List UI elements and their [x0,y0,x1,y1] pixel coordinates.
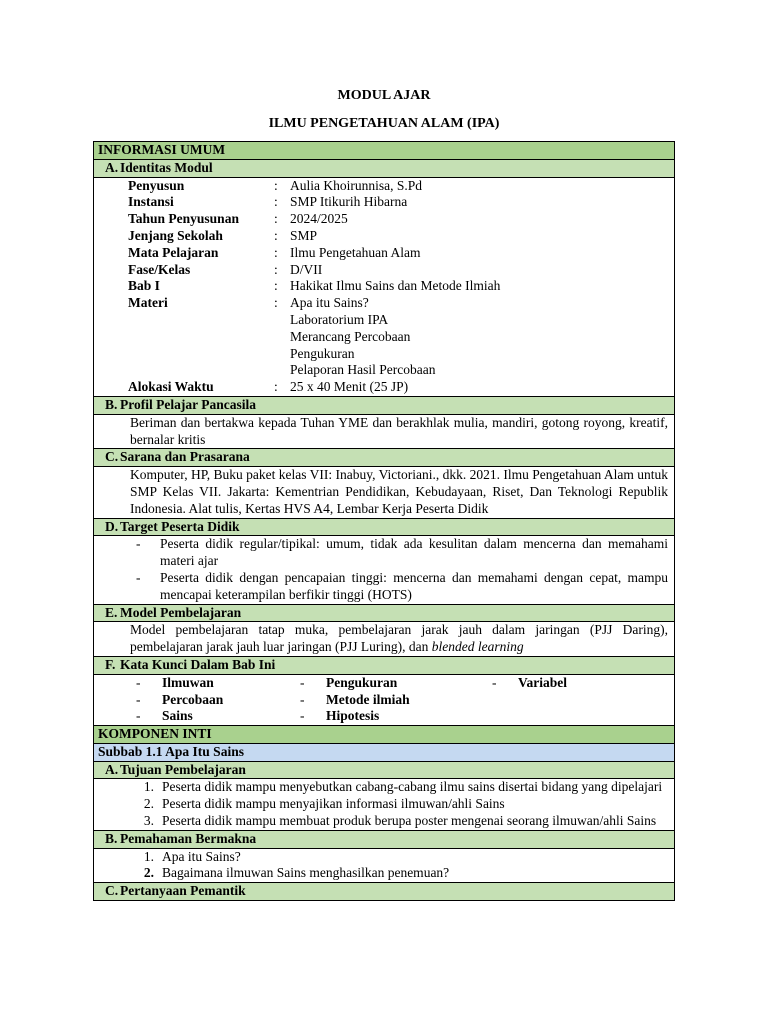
list-item-text: Peserta didik mampu membuat produk berupa poster mengenai seorang ilmuwan/ahli Sains [162,813,657,829]
list-item-text: Peserta didik mampu menyajikan informasi ilmuwan/ahli Sains [162,796,505,812]
profil-body [94,414,675,449]
list-number: 2. [143,796,154,812]
identity-field-label: Tahun Penyusunan [128,211,239,227]
tujuan-list [98,779,670,829]
section-heading: Sarana dan Prasarana [120,449,250,465]
identity-field-label: Penyusun [128,177,185,193]
keyword-text: Sains [162,708,193,724]
identity-field-separator: : [274,227,278,243]
identity-value-line: SMP Itikurih Hibarna [290,194,408,210]
keyword-item [300,675,492,692]
section-tujuan-pembelajaran [94,761,675,779]
section-heading: Profil Pelajar Pancasila [120,396,256,412]
list-number: 2. [143,865,154,881]
identity-field-separator: : [274,261,278,277]
keyword-text: Hipotesis [326,708,380,724]
identity-field-label: Bab I [128,278,160,294]
section-pertanyaan-pemantik [94,883,675,901]
identity-field-value [290,178,670,195]
identity-fields [98,178,670,396]
identity-value-line: D/VII [290,261,323,277]
identity-field-separator: : [274,278,278,294]
list-item-text: Bagaimana ilmuwan Sains menghasilkan penemuan? [162,865,450,881]
list-item-text: Apa itu Sains? [162,848,241,864]
identity-value-line: SMP [290,227,318,243]
model-body [94,622,675,657]
keyword-item [136,675,300,692]
list-item [136,865,668,882]
model-text [98,622,670,656]
keyword-bullet: - [492,674,497,690]
identity-field-value [290,262,670,279]
identity-value-line: Pengukuran [290,345,355,361]
keyword-item [300,692,492,709]
list-item [136,849,668,866]
list-item [136,779,668,796]
identity-value-line: Apa itu Sains? [290,295,369,311]
section-letter: A. [105,159,119,175]
identity-field-value [290,228,670,245]
kata-kunci-body [94,674,675,725]
identity-field-separator: : [274,194,278,210]
list-number: 3. [143,813,154,829]
section-target-peserta [94,518,675,536]
tujuan-body [94,779,675,830]
identity-field-value [290,295,670,379]
identity-field-value [290,211,670,228]
list-item-text: Peserta didik mampu menyebutkan cabang-cabang ilmu sains disertai bidang yang dipelajari [162,779,663,795]
identity-field-value [290,379,670,396]
identity-value-line: 25 x 40 Menit (25 JP) [290,379,409,395]
keyword-text: Pengukuran [326,674,398,690]
list-item-text: Peserta didik dengan pencapaian tinggi: mencerna dan memahami dengan cepat, mampu mencapai keterampilan berfikir tinggi (HOTS) [160,569,668,602]
identity-field-label: Jenjang Sekolah [128,227,223,243]
keyword-text: Metode ilmiah [326,691,410,707]
keyword-bullet: - [300,708,305,724]
section-heading: Pemahaman Bermakna [120,830,257,846]
section-pemahaman-bermakna [94,830,675,848]
identity-field-value [290,245,670,262]
identity-field-label: Alokasi Waktu [128,379,214,395]
identity-value-line: Hakikat Ilmu Sains dan Metode Ilmiah [290,278,501,294]
keyword-bullet: - [300,691,305,707]
list-item-text: Peserta didik regular/tipikal: umum, tidak ada kesulitan dalam mencerna dan memahami materi ajar [160,536,668,569]
identity-value-line: Merancang Percobaan [290,328,411,344]
identity-field-separator: : [274,177,278,193]
sarana-body [94,467,675,518]
section-header-informasi-umum [94,142,675,160]
keyword-text: Ilmuwan [162,674,214,690]
section-letter: E. [105,604,118,620]
section-heading: Target Peserta Didik [120,518,240,534]
identity-field-value [290,278,670,295]
identity-value-line: Aulia Khoirunnisa, S.Pd [290,177,423,193]
profil-text: Beriman dan bertakwa kepada Tuhan YME dan berakhlak mulia, mandiri, gotong royong, kreatif, bernalar kritis [130,414,668,447]
target-list [98,536,670,603]
pemahaman-list [98,849,670,883]
section-letter: F. [105,656,116,672]
section-letter: C. [105,449,119,465]
list-item [136,796,668,813]
section-kata-kunci [94,656,675,674]
model-text-main: Model pembelajaran tatap muka, pembelajaran jarak jauh dalam jaringan (PJJ Daring), pembelajaran jarak jauh luar jaringan (PJJ Luring), dan [130,622,668,655]
identity-value-line: Laboratorium IPA [290,311,389,327]
identity-field-value [290,194,670,211]
subbab-header [94,743,675,761]
list-bullet: - [136,536,141,552]
keyword-text: Percobaan [162,691,224,707]
identity-field-label: Mata Pelajaran [128,244,219,260]
identitas-body [94,177,675,396]
document-subtitle: ILMU PENGETAHUAN ALAM (IPA) [268,116,500,131]
section-heading: Model Pembelajaran [120,604,242,620]
keyword-grid [98,675,670,725]
list-number: 1. [143,848,154,864]
section-letter: B. [105,396,118,412]
section-heading: Tujuan Pembelajaran [120,761,246,777]
keyword-item [300,708,492,725]
section-letter: B. [105,830,118,846]
identity-field-label: Materi [128,295,168,311]
section-letter: C. [105,883,119,899]
list-item [136,536,668,570]
komponen-inti-label: KOMPONEN INTI [94,726,675,744]
keyword-item [492,675,670,692]
section-heading: Identitas Modul [120,159,213,175]
informasi-umum-label: INFORMASI UMUM [94,142,675,160]
list-item [136,813,668,830]
identity-value-line: 2024/2025 [290,211,348,227]
subbab-label: Subbab 1.1 Apa Itu Sains [94,743,675,761]
keyword-bullet: - [300,674,305,690]
identity-value-line: Ilmu Pengetahuan Alam [290,244,421,260]
section-heading: Pertanyaan Pemantik [120,883,246,899]
keyword-bullet: - [136,708,141,724]
section-heading: Kata Kunci Dalam Bab Ini [120,656,276,672]
identity-field-separator: : [274,295,278,311]
identity-field-label: Fase/Kelas [128,261,191,277]
target-body [94,536,675,604]
identity-field-separator: : [274,379,278,395]
list-item [136,570,668,604]
keyword-text: Variabel [518,674,568,690]
section-letter: D. [105,518,119,534]
keyword-bullet: - [136,674,141,690]
section-letter: A. [105,761,119,777]
list-number: 1. [143,779,154,795]
keyword-bullet: - [136,691,141,707]
identity-field-label: Instansi [128,194,174,210]
section-sarana-prasarana [94,449,675,467]
identity-field-separator: : [274,244,278,260]
document-title: MODUL AJAR [337,88,431,103]
section-model-pembelajaran [94,604,675,622]
keyword-item [136,692,300,709]
section-profil-pelajar [94,396,675,414]
section-header-komponen-inti [94,726,675,744]
sarana-text: Komputer, HP, Buku paket kelas VII: Inabuy, Victoriani., dkk. 2021. Ilmu Pengetahuan Alam untuk SMP Kelas VII. Jakarta: Kementrian Pendidikan, Kebudayaan, Riset, Dan Teknologi Republik Indonesia. Alat tulis, Kertas HVS A4, Lembar Kerja Peserta Didik [130,467,668,516]
keyword-item [136,708,300,725]
module-table [93,141,675,901]
list-bullet: - [136,569,141,585]
pemahaman-body [94,848,675,883]
identity-value-line: Pelaporan Hasil Percobaan [290,362,436,378]
model-text-emphasis: blended learning [431,639,524,655]
section-identitas-modul [94,159,675,177]
identity-field-separator: : [274,211,278,227]
